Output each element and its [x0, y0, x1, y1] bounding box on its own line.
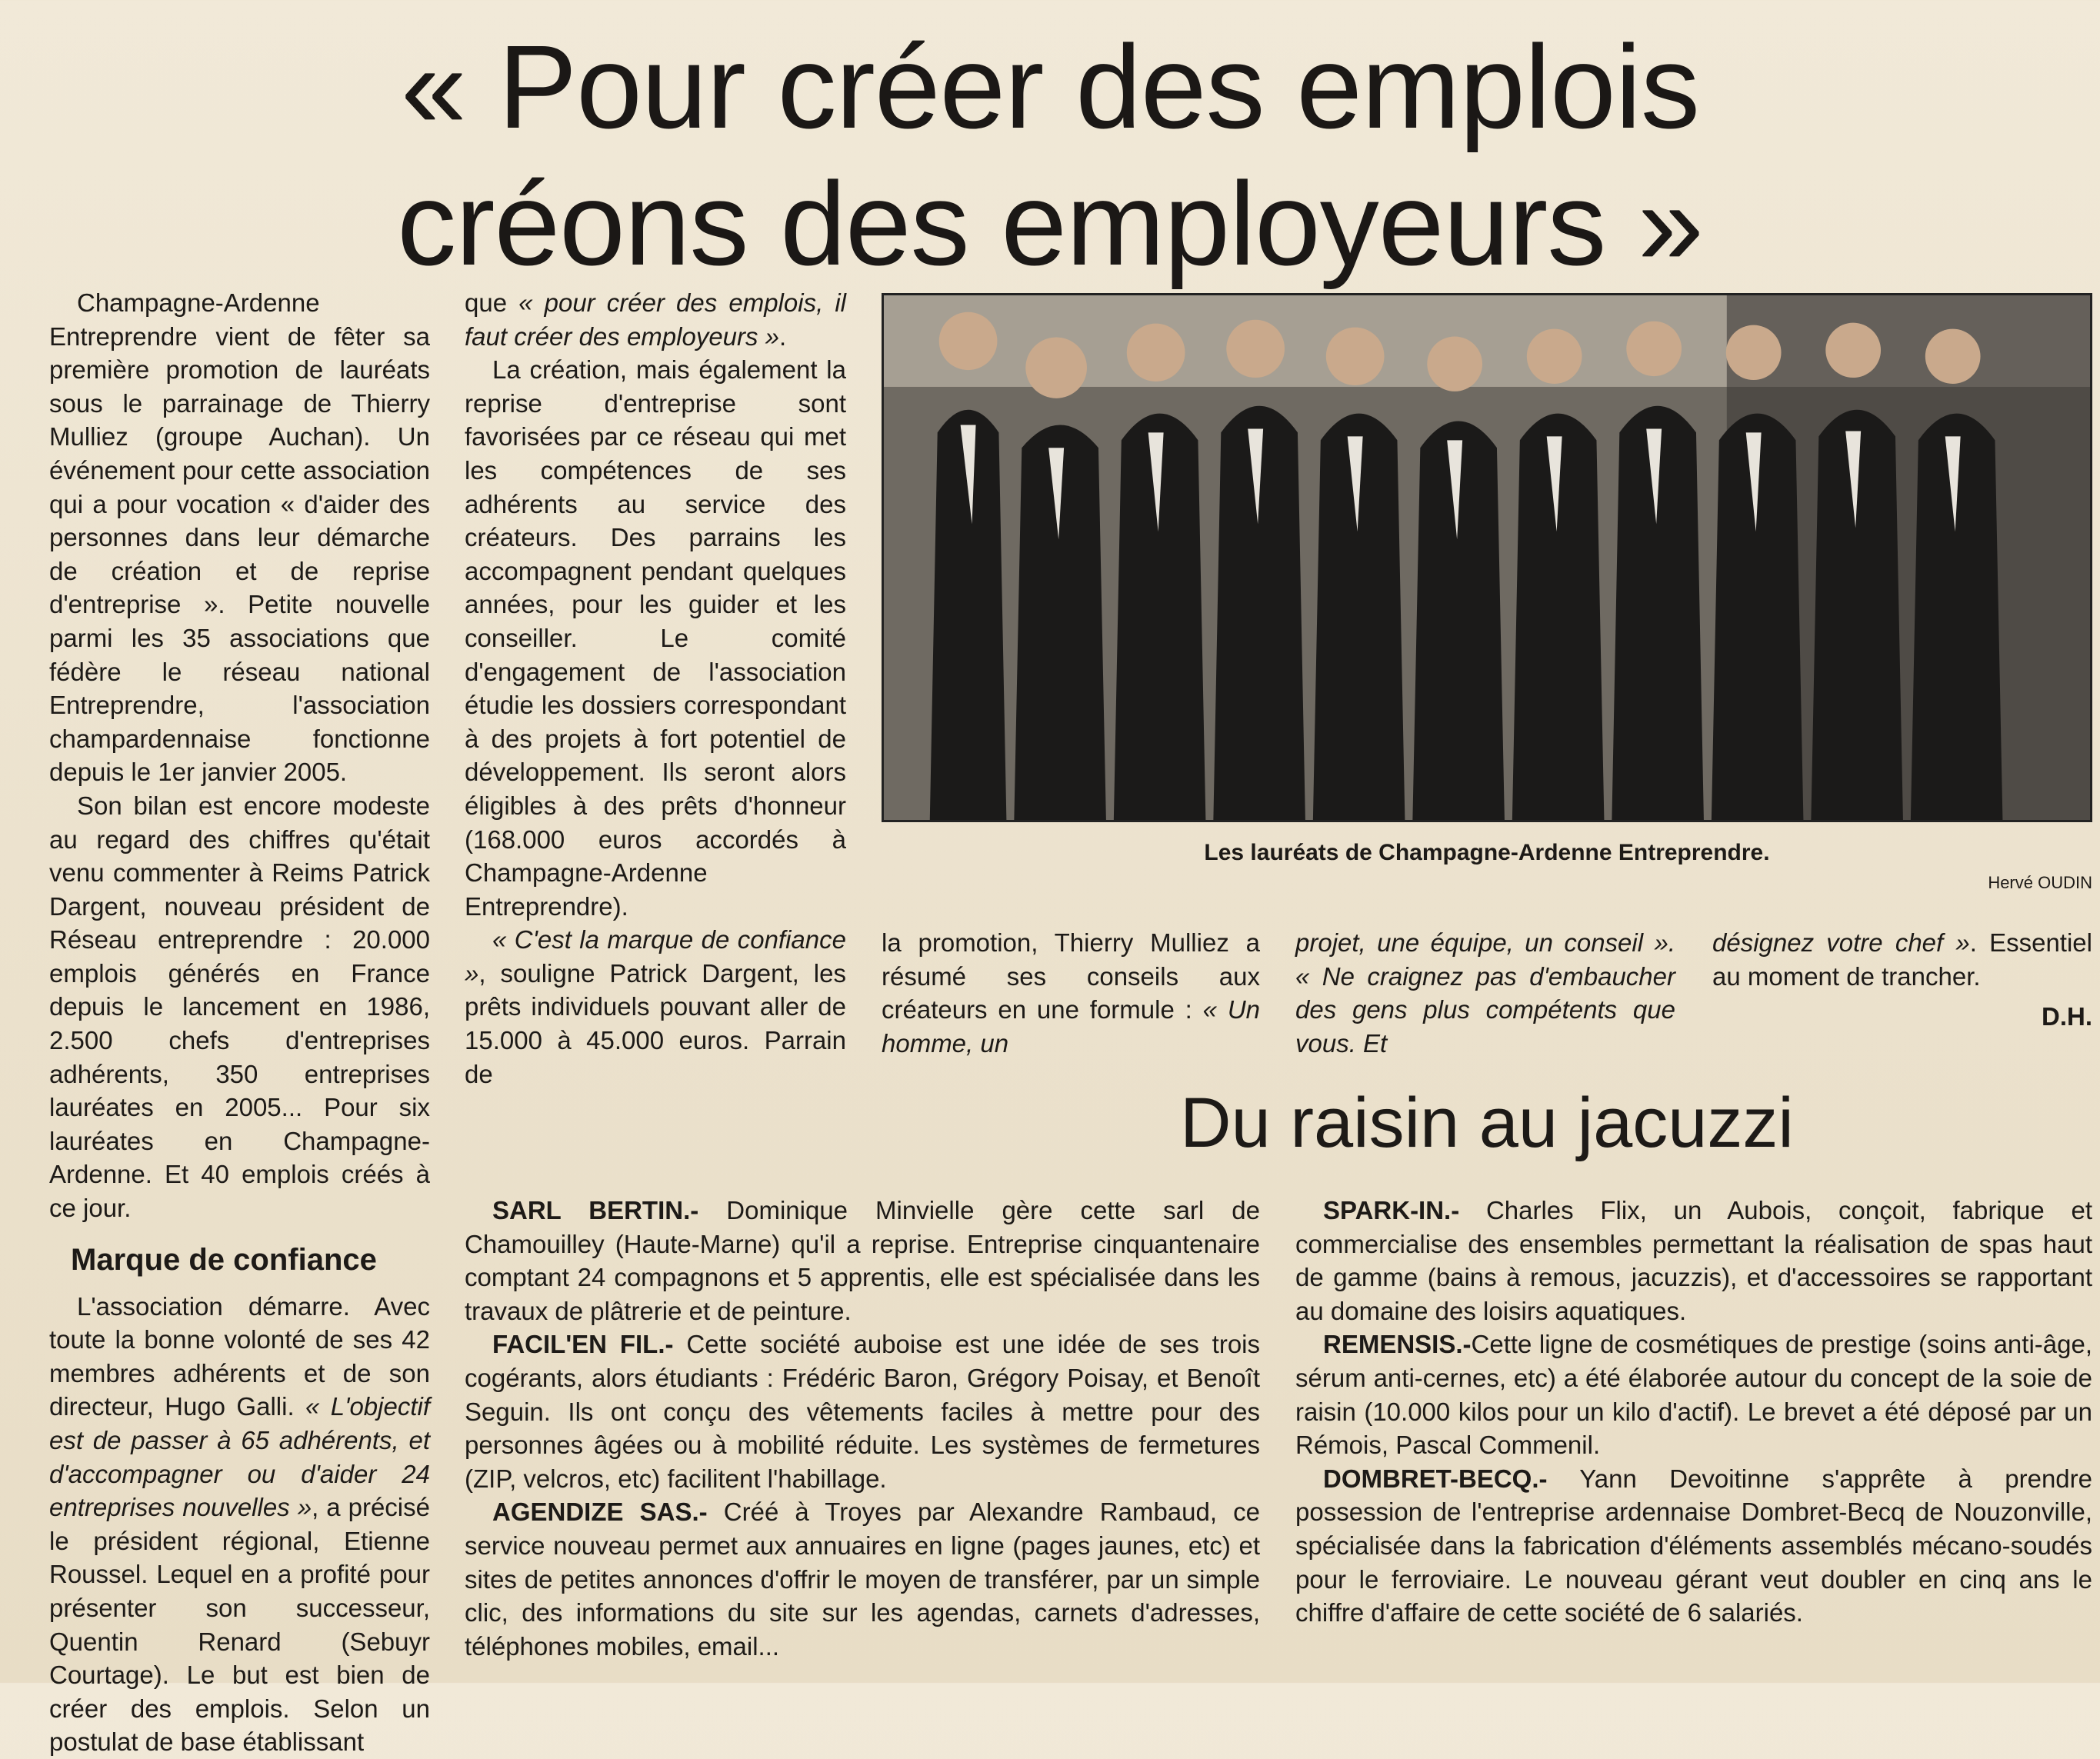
col1-paragraph-2: Son bilan est encore modeste au regard des chiffres qu'était venu commenter à Reims Patrick Dargent, nouveau président de Réseau entreprendre : 20.000 emplois générés en France depuis le lancement en 1986, 2.500 chefs d'entreprises adhérents, 350 entreprises lauréates en 2005... Pour six lauréates en Champagne-Ardenne. Et 40 emplois créés à ce jour. [49, 791, 430, 1223]
col3-quote: « Un homme, un [882, 995, 1260, 1058]
col2-p1-text-a: que [465, 288, 519, 317]
article2-entry-spark-in [1295, 1194, 2092, 1328]
subhead-marque-de-confiance: Marque de confiance [71, 1242, 377, 1277]
col1-p3-quote: « L'objectif est de passer à 65 adhérents, et d'accompagner ou d'aider 24 entreprises nouvelles » [49, 1392, 430, 1522]
col2-p3-text-b: , souligne Patrick Dargent, les prêts individuels pouvant aller de 15.000 à 45.000 euros. Parrain de [465, 958, 846, 1088]
article2-left-column [465, 1194, 1260, 1663]
col5-paragraph [1712, 926, 2092, 993]
entry-lead: REMENSIS.- [1323, 1330, 1472, 1359]
col1-paragraph-3 [49, 1290, 430, 1759]
col3-text: la promotion, Thierry Mulliez a résumé ses conseils aux créateurs en une formule : [882, 928, 1260, 1024]
col4-quote: projet, une équipe, un conseil ». « Ne craignez pas d'embaucher des gens plus compétents que vous. Et [1295, 928, 1675, 1058]
col1-p3-text-a: L'association démarre. Avec toute la bonne volonté de ses 42 membres adhérents et de son directeur, Hugo Galli. [49, 1291, 430, 1421]
entry-text: Dominique Minvielle gère cette sarl de Chamouilley (Haute-Marne) qu'il a reprise. Entreprise cinquantenaire comptant 24 compagnons et 5 apprentis, elle est spécialisée dans les travaux de plâtrerie et de peinture. [465, 1196, 1260, 1325]
col2-paragraph-2: La création, mais également la reprise d'entreprise sont favorisées par ce réseau qui met les compétences de ses adhérents au service des créateurs. Des parrains les accompagnent pendant quelques années, pour les guider et les conseiller. Le comité d'engagement de l'association étudie les dossiers correspondant à des projets à fort potentiel de développement. Ils seront alors éligibles à des prêts d'honneur (168.000 euros accordés à Champagne-Ardenne Entreprendre). [465, 355, 846, 921]
headline-line-1: « Pour créer des emplois [401, 21, 1699, 153]
col2-p1-text-b: . [779, 321, 787, 351]
column-2 [465, 286, 846, 1091]
photo-credit: Hervé OUDIN [1988, 873, 2092, 892]
col1-paragraph-1: Champagne-Ardenne Entreprendre vient de fêter sa première promotion de lauréats sous le parrainage de Thierry Mulliez (groupe Auchan). Un événement pour cette association qui a pour vocation « d'aider des personnes dans leur démarche de création et de reprise d'entreprise ». Petite nouvelle parmi les 35 associations que fédère le réseau national Entreprendre, l'association champardennaise fonctionne depuis le 1er janvier 2005. [49, 288, 430, 787]
column-1 [49, 286, 430, 1759]
entry-text: Yann Devoitinne s'apprête à prendre possession de l'entreprise ardennaise Dombret-Becq de Nouzonville, spécialisée dans la fabrication d'éléments assemblés mécano-soudés pour le ferroviaire. Le nouveau gérant veut doubler en cinq ans le chiffre d'affaire de cette société de 6 salariés. [1295, 1464, 2092, 1627]
group-photo-illustration [884, 295, 2090, 820]
col2-paragraph-3 [465, 923, 846, 1091]
col2-p3-quote: « C'est la marque de confiance » [465, 925, 846, 988]
entry-lead: AGENDIZE SAS.- [492, 1497, 708, 1527]
entry-lead: FACIL'EN FIL.- [492, 1330, 674, 1359]
group-photo [882, 293, 2092, 822]
signature: D.H. [2042, 1002, 2092, 1031]
entry-text: Cette société auboise est une idée de ses trois cogérants, alors étudiants : Frédéric Baron, Grégory Poisay, et Benoît Seguin. Ils ont conçu des vêtements faciles à mettre pour des personnes âgées ou à mobilité réduite. Les systèmes de fermetures (ZIP, velcros, etc) facilitent l'habillage. [465, 1330, 1261, 1493]
entry-text: Créé à Troyes par Alexandre Rambaud, ce service nouveau permet aux annuaires en ligne (pages jaunes, etc) et sites de petites annonces d'offrir le moyen de transférer, par un simple clic, des informations du site sur les agendas, carnets d'adresses, téléphones mobiles, email... [465, 1497, 1260, 1661]
column-5 [1712, 926, 2092, 993]
article2-entry-sarl-bertin [465, 1194, 1260, 1328]
article2-entry-dombret-becq [1295, 1462, 2092, 1630]
article2-entry-facil-en-fil [465, 1328, 1260, 1495]
photo-caption: Les lauréats de Champagne-Ardenne Entreprendre. [1204, 840, 1770, 865]
col5-text: . Essentiel au moment de trancher. [1712, 928, 2092, 991]
headline-line-2: créons des employeurs » [397, 158, 1703, 290]
col2-p1-quote: « pour créer des emplois, il faut créer des employeurs » [465, 288, 846, 351]
entry-text: Charles Flix, un Aubois, conçoit, fabrique et commercialise des ensembles permettant la réalisation de spas haut de gamme (bains à remous, jacuzzis), et d'accessoires se rapportant au domaine des loisirs aquatiques. [1295, 1196, 2092, 1325]
col4-paragraph [1295, 926, 1675, 1060]
article2-title: Du raisin au jacuzzi [1180, 1084, 1794, 1162]
article2-entry-remensis [1295, 1328, 2092, 1461]
entry-text: Cette ligne de cosmétiques de prestige (soins anti-âge, sérum anti-cernes, etc) a été élaborée autour du concept de la soie de raisin (10.000 kilos pour un kilo d'actif). Le brevet a été déposé par un Rémois, Pascal Commenil. [1295, 1330, 2092, 1460]
col1-p3-text-b: , a précisé le président régional, Etienne Roussel. Lequel en a profité pour présenter son successeur, Quentin Renard (Sebuyr Courtage). Le but est bien de créer des emplois. Selon un postulat de base établissant [49, 1493, 430, 1757]
col2-paragraph-1 [465, 286, 846, 353]
entry-lead: DOMBRET-BECQ.- [1323, 1464, 1548, 1493]
col3-paragraph [882, 926, 1260, 1060]
column-4 [1295, 926, 1675, 1060]
entry-lead: SPARK-IN.- [1323, 1196, 1460, 1224]
article2-entry-agendize [465, 1495, 1260, 1663]
article2-right-column [1295, 1194, 2092, 1630]
column-3 [882, 926, 1260, 1060]
col5-quote: désignez votre chef » [1712, 928, 1970, 957]
entry-lead: SARL BERTIN.- [492, 1196, 699, 1224]
